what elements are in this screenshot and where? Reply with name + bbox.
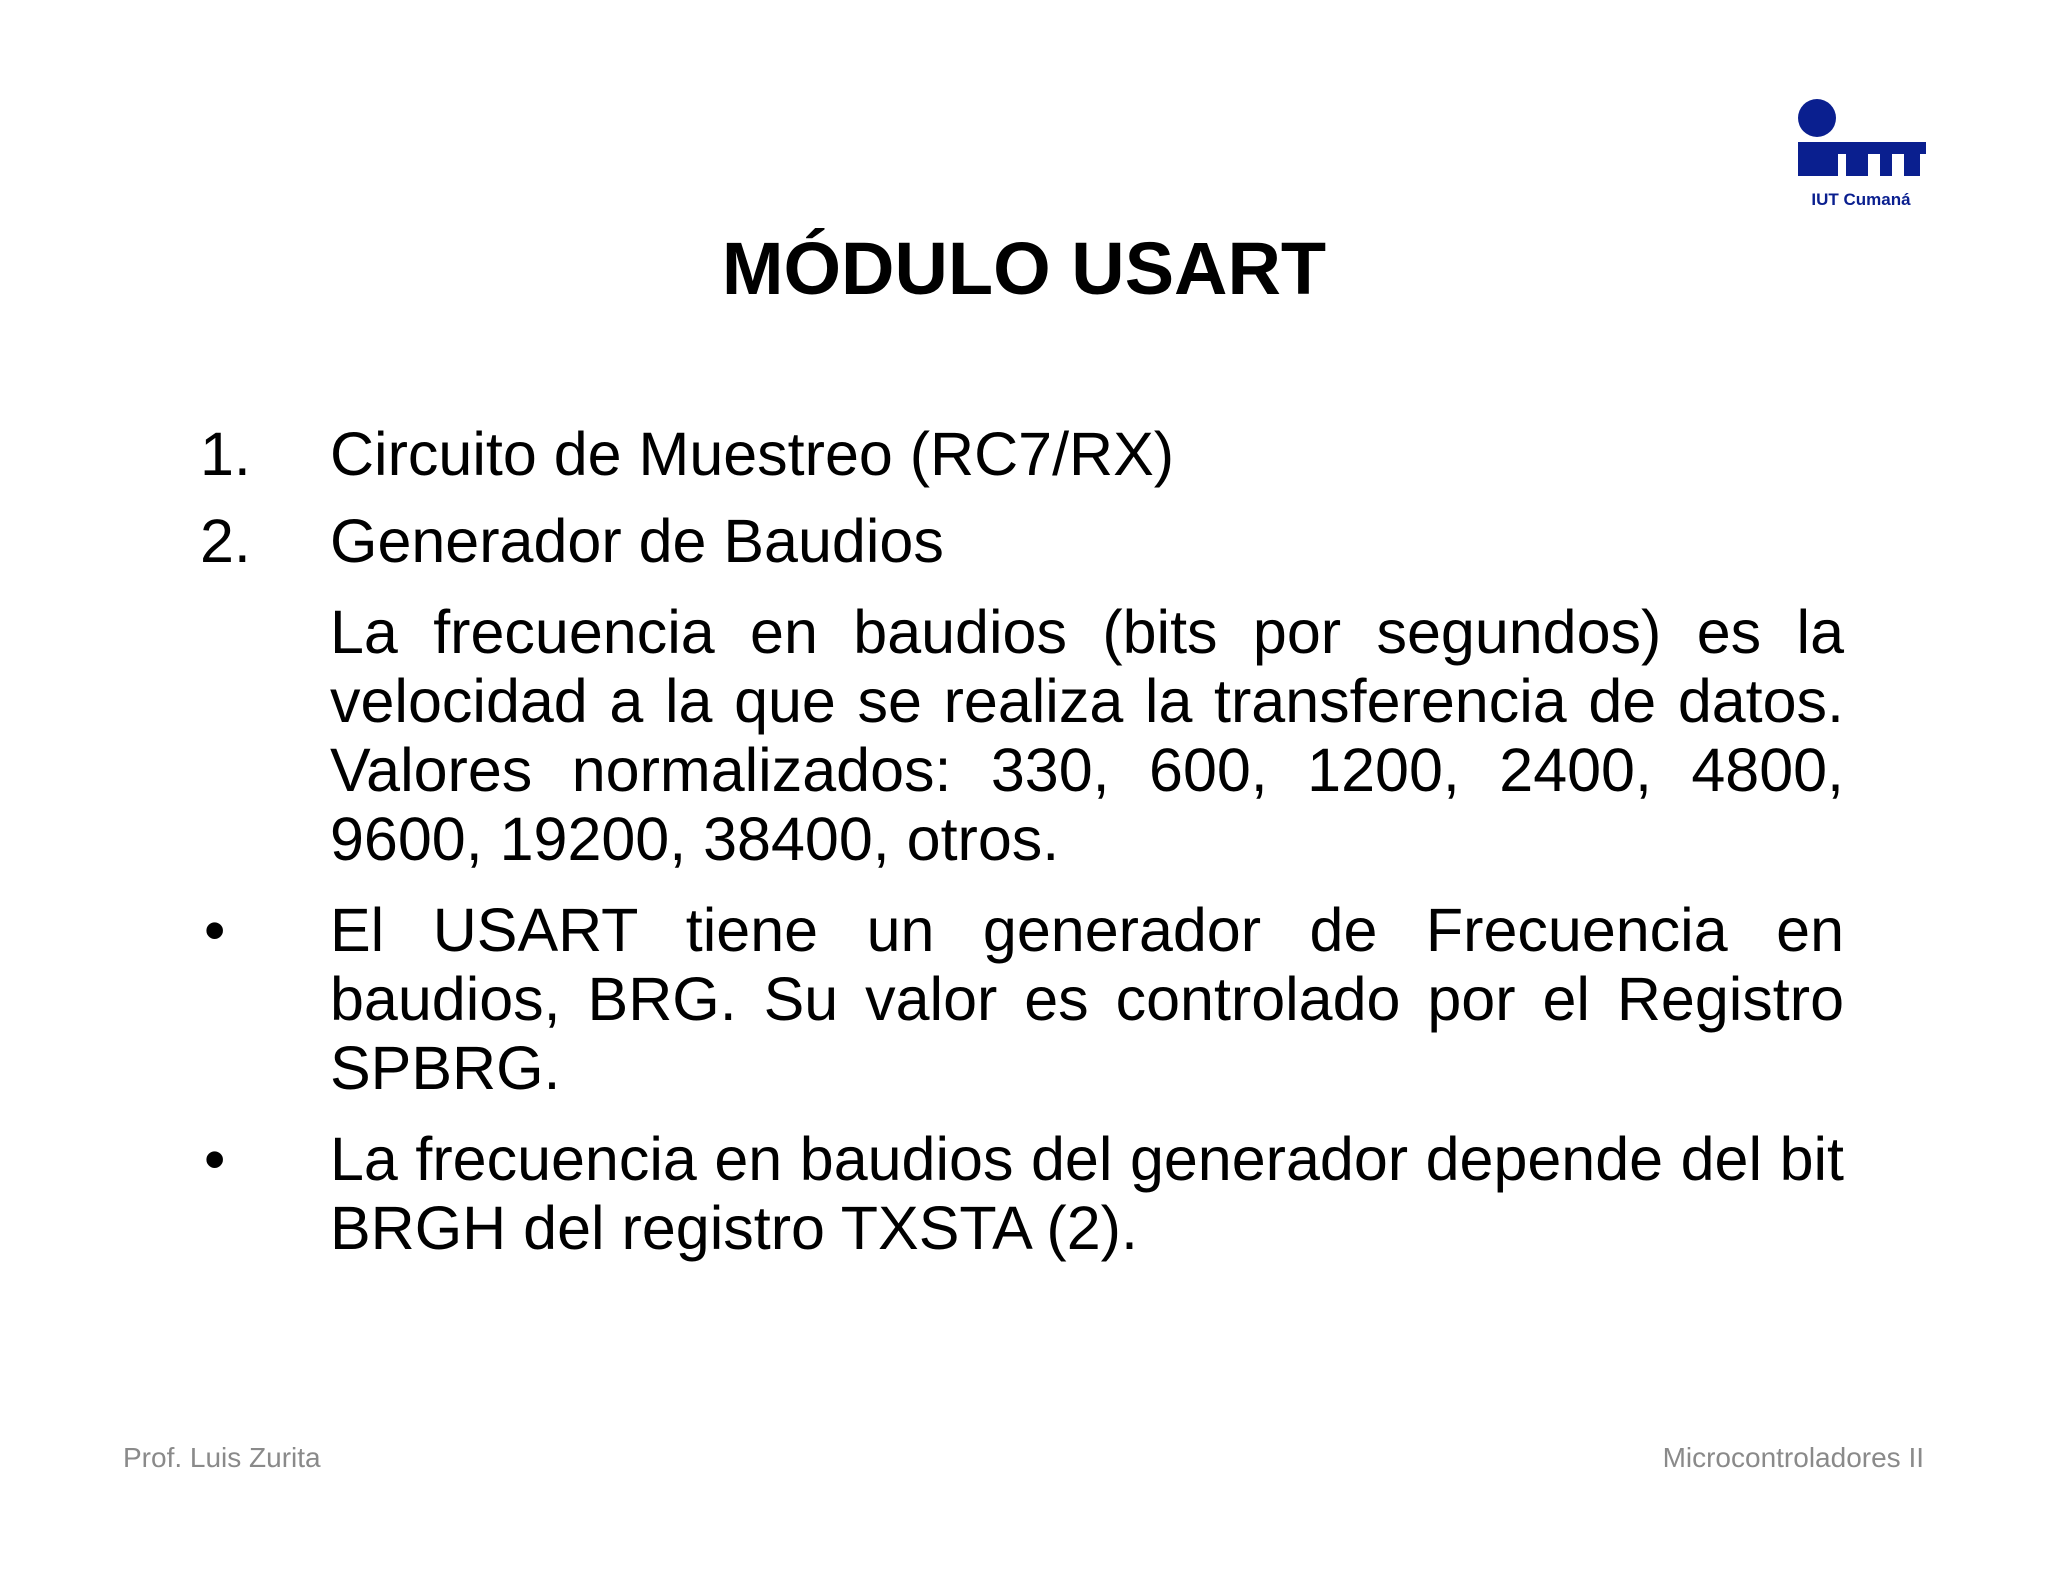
iut-logo bbox=[1792, 96, 1930, 218]
footer-author: Prof. Luis Zurita bbox=[123, 1442, 321, 1473]
list-item bbox=[200, 420, 1844, 489]
logo-caption: IUT Cumaná bbox=[1811, 190, 1911, 209]
bullet-item bbox=[200, 1125, 1844, 1263]
footer-course: Microcontroladores II bbox=[1662, 1442, 1924, 1473]
list-item-text: Circuito de Muestreo (RC7/RX) bbox=[330, 420, 1175, 488]
list-item bbox=[200, 507, 1844, 576]
iut-logo-icon bbox=[1792, 96, 1930, 184]
bullet-marker: • bbox=[204, 896, 226, 964]
bullet-text: La frecuencia en baudios del generador depende del bit BRGH del registro TXSTA (2). bbox=[330, 1125, 1844, 1262]
list-marker: 1. bbox=[200, 420, 251, 488]
bullet-item bbox=[200, 896, 1844, 1103]
baud-rate-paragraph: La frecuencia en baudios (bits por segundos) es la velocidad a la que se realiza la transferencia de datos. Valores normalizados: 330, 600, 1200, 2400, 4800, 9600, 19200, 38400, otros. bbox=[330, 598, 1844, 873]
bullet-marker: • bbox=[204, 1125, 226, 1193]
slide-title: MÓDULO USART bbox=[721, 227, 1327, 310]
list-item-text: Generador de Baudios bbox=[330, 507, 944, 575]
bullet-text: El USART tiene un generador de Frecuencia en baudios, BRG. Su valor es controlado por el Registro SPBRG. bbox=[330, 896, 1844, 1102]
list-marker: 2. bbox=[200, 507, 251, 575]
slide-content bbox=[200, 420, 1844, 1263]
paragraph-row bbox=[200, 598, 1844, 874]
